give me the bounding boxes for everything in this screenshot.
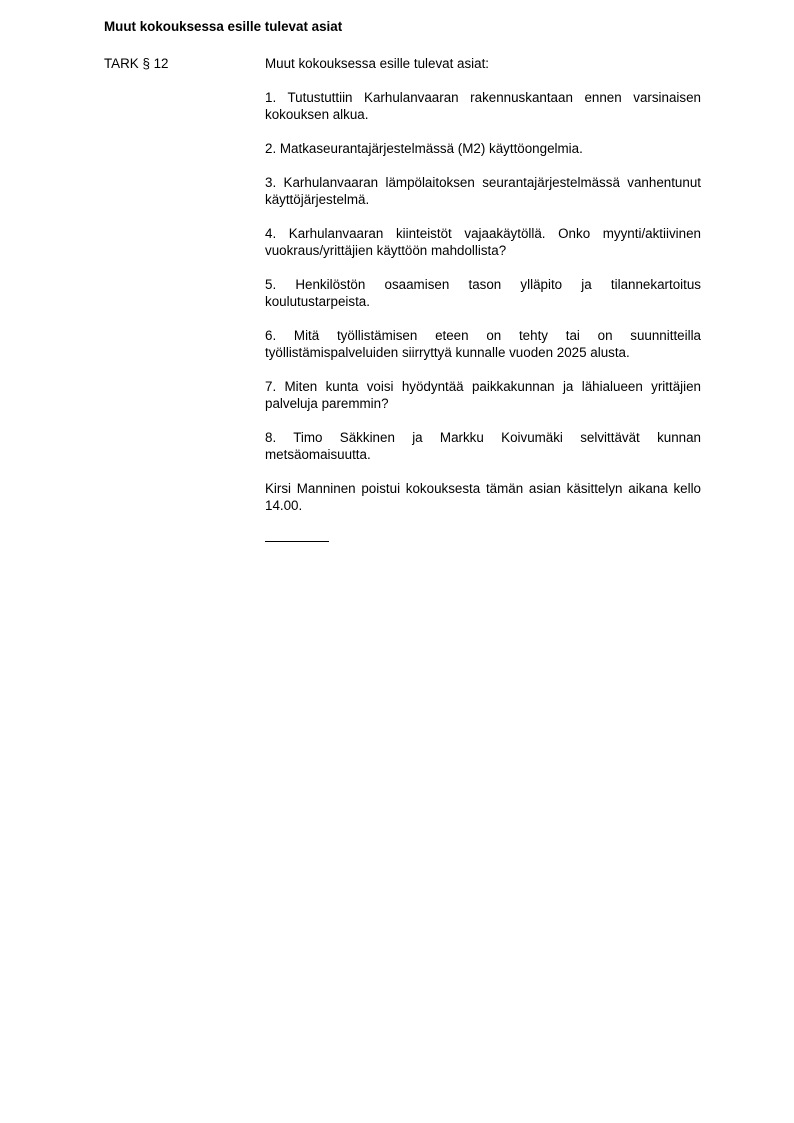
agenda-item-4: 4. Karhulanvaaran kiinteistöt vajaakäytöllä. Onko myynti/aktiivinen vuokraus/yrittäjien käyttöön mahdollista? xyxy=(265,226,701,258)
agenda-item-6: 6. Mitä työllistämisen eteen on tehty tai on suunnitteilla työllistämispalveluiden siirryttyä kunnalle vuoden 2025 alusta. xyxy=(265,328,701,360)
attendance-note: Kirsi Manninen poistui kokouksesta tämän asian käsittelyn aikana kello 14.00. xyxy=(265,481,701,513)
agenda-item-5: 5. Henkilöstön osaamisen tason ylläpito ja tilannekartoitus koulutustarpeista. xyxy=(265,277,701,309)
section-label: TARK § 12 xyxy=(104,56,169,71)
agenda-item-8: 8. Timo Säkkinen ja Markku Koivumäki selvittävät kunnan metsäomaisuutta. xyxy=(265,430,701,462)
closing-divider xyxy=(265,525,329,542)
agenda-item-7: 7. Miten kunta voisi hyödyntää paikkakunnan ja lähialueen yrittäjien palveluja paremmin? xyxy=(265,379,701,411)
agenda-item-3: 3. Karhulanvaaran lämpölaitoksen seurantajärjestelmässä vanhentunut käyttöjärjestelmä. xyxy=(265,175,701,207)
intro-text: Muut kokouksessa esille tulevat asiat: xyxy=(265,56,490,71)
document-heading: Muut kokouksessa esille tulevat asiat xyxy=(104,19,343,34)
section-content xyxy=(265,55,701,542)
agenda-item-2: 2. Matkaseurantajärjestelmässä (M2) käyttöongelmia. xyxy=(265,141,583,156)
agenda-item-1: 1. Tutustuttiin Karhulanvaaran rakennuskantaan ennen varsinaisen kokouksen alkua. xyxy=(265,90,701,122)
